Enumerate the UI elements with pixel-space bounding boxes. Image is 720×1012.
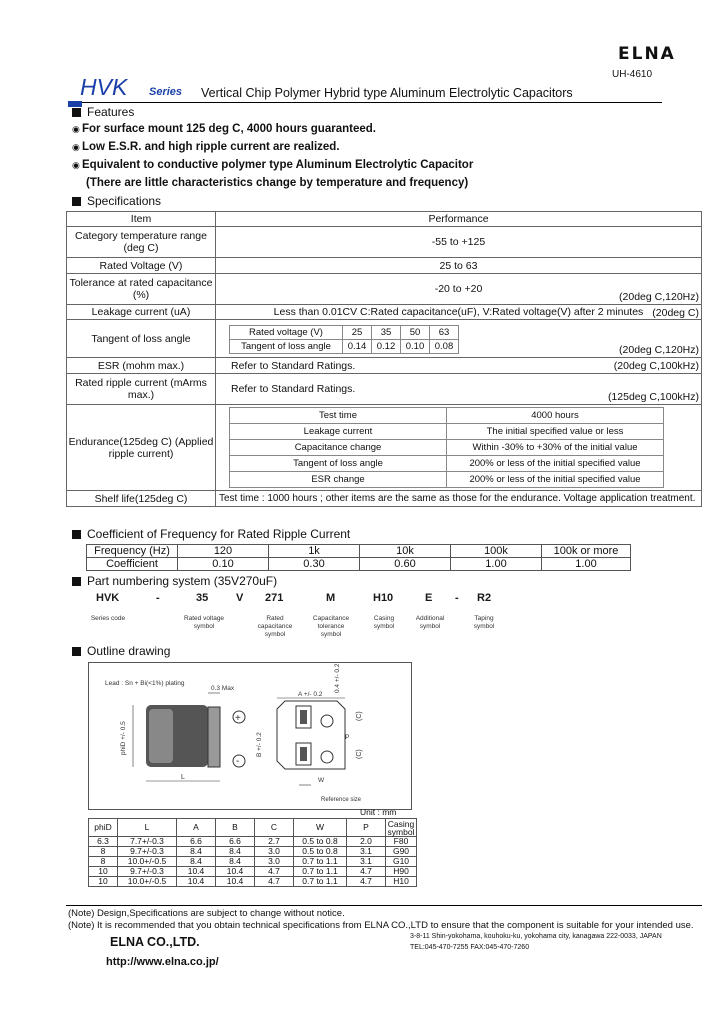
endurance-label: Tangent of loss angle (230, 456, 447, 472)
spec-value-ripple (216, 374, 702, 405)
part-label-casing: Casing symbol (373, 615, 395, 630)
dims-cell: 4.7 (255, 877, 294, 887)
esr-value: Refer to Standard Ratings. (231, 359, 356, 372)
tangent-voltage: 25 (343, 326, 372, 340)
spec-item-tolerance: Tolerance at rated capacitance (%) (67, 274, 216, 305)
dims-cell: H90 (386, 867, 417, 877)
endurance-label: Leakage current (230, 424, 447, 440)
part-label-tolerance: Capacitance tolerance symbol (312, 615, 350, 638)
part-code-v: V (236, 592, 244, 604)
series-name: HVK (80, 74, 128, 100)
part-label-series: Series code (90, 615, 126, 622)
minus-label: - (236, 756, 240, 767)
dims-cell: 10.4 (216, 867, 255, 877)
circle-bullet-icon: ◉ (72, 160, 80, 170)
circle-bullet-icon: ◉ (72, 124, 80, 134)
endurance-value: 200% or less of the initial specified value (447, 472, 664, 488)
dims-cell: 0.7 to 1.1 (294, 867, 347, 877)
dims-header: C (255, 819, 294, 837)
dims-header: phiD (89, 819, 118, 837)
col-performance-header: Performance (216, 212, 702, 227)
outline-heading: Outline drawing (72, 644, 170, 658)
frequency-value: 1k (269, 545, 360, 558)
dims-cell: F80 (386, 837, 417, 847)
tangent-value: 0.14 (343, 340, 372, 354)
footer-url[interactable]: http://www.elna.co.jp/ (106, 956, 219, 968)
dims-cell: 2.7 (255, 837, 294, 847)
dims-cell: G90 (386, 847, 417, 857)
spec-value-tangent (216, 320, 702, 358)
frequency-value: 100k or more (542, 545, 631, 558)
dims-header: B (216, 819, 255, 837)
capacitor-base (208, 707, 220, 767)
tolerance-value: -20 to +20 (434, 283, 483, 295)
p-label: P (345, 734, 350, 741)
unit-label: Unit : mm (360, 807, 397, 817)
tolerance-condition: (20deg C,120Hz) (619, 291, 699, 303)
part-code-casing: H10 (373, 592, 394, 604)
tangent-label: Tangent of loss angle (230, 340, 343, 354)
part-code-taping: R2 (477, 592, 492, 604)
minus-symbol-icon (321, 751, 333, 763)
coefficient-heading: Coefficient of Frequency for Rated Ripple Current (72, 527, 350, 541)
dims-cell: 9.7+/-0.3 (118, 867, 177, 877)
part-code-separator: - (156, 592, 160, 604)
plus-symbol-icon (321, 715, 333, 727)
square-bullet-icon (72, 108, 81, 117)
spec-value-rated-voltage: 25 to 63 (216, 258, 702, 274)
spec-item-shelf-life: Shelf life(125deg C) (67, 491, 216, 507)
dims-cell: 8.4 (216, 847, 255, 857)
tangent-rv-label: Rated voltage (V) (230, 326, 343, 340)
top-label: 0.4 +/- 0.2 (334, 663, 341, 693)
dims-cell: 6.3 (89, 837, 118, 847)
outline-drawing-frame (88, 662, 412, 810)
dims-header: A (177, 819, 216, 837)
part-numbering-heading: Part numbering system (35V270uF) (72, 574, 277, 588)
coefficient-value: 0.10 (178, 558, 269, 571)
part-label-voltage: Rated voltage symbol (183, 615, 225, 630)
dims-header: P (347, 819, 386, 837)
dims-cell: 0.5 to 0.8 (294, 847, 347, 857)
outline-drawing (89, 663, 411, 809)
spec-item-ripple: Rated ripple current (mArms max.) (67, 374, 216, 405)
notes-rule (66, 905, 702, 906)
document-number: UH-4610 (612, 69, 653, 80)
features-heading: Features (72, 105, 134, 119)
dims-cell: 8.4 (177, 857, 216, 867)
ripple-condition: (125deg C,100kHz) (607, 391, 699, 403)
ripple-value: Refer to Standard Ratings. (231, 383, 356, 395)
max-label: 0.3 Max (211, 685, 235, 692)
endurance-table (229, 407, 664, 488)
note-design: (Note) Design,Specifications are subject to change without notice. (68, 908, 345, 919)
coefficient-value: 1.00 (542, 558, 631, 571)
spec-value-temperature: -55 to +125 (216, 227, 702, 258)
part-label-taping: Taping symbol (473, 615, 495, 630)
footer-company: ELNA CO.,LTD. (110, 935, 200, 949)
dims-cell: 3.0 (255, 857, 294, 867)
spec-value-leakage (216, 305, 702, 320)
part-code-voltage: 35 (196, 592, 209, 604)
coefficient-value: 0.30 (269, 558, 360, 571)
endurance-label: Test time (230, 408, 447, 424)
dims-header: W (294, 819, 347, 837)
part-label-capacitance: Rated capacitance symbol (257, 615, 293, 638)
l-label: L (181, 774, 185, 781)
spec-item-tangent: Tangent of loss angle (67, 320, 216, 358)
square-bullet-icon (72, 647, 81, 656)
frequency-coefficient-table (86, 544, 631, 571)
col-item-header: Item (67, 212, 216, 227)
spec-item-esr: ESR (mohm max.) (67, 358, 216, 374)
dims-cell: 10.4 (177, 877, 216, 887)
dims-cell: 0.7 to 1.1 (294, 857, 347, 867)
series-word: Series (149, 86, 183, 98)
company-logo: ELNA (618, 44, 676, 64)
dims-cell: H10 (386, 877, 417, 887)
dims-cell: 3.0 (255, 847, 294, 857)
dims-cell: 3.1 (347, 857, 386, 867)
endurance-value: Within -30% to +30% of the initial value (447, 440, 664, 456)
plus-label: + (235, 713, 241, 724)
square-bullet-icon (72, 530, 81, 539)
dims-cell: 7.7+/-0.3 (118, 837, 177, 847)
dims-header: Casing symbol (386, 819, 417, 837)
footer-tel: TEL:045-470-7255 FAX:045-470-7260 (410, 944, 530, 951)
dims-cell: 6.6 (177, 837, 216, 847)
spec-item-leakage: Leakage current (uA) (67, 305, 216, 320)
dims-cell: 10 (89, 867, 118, 877)
square-bullet-icon (72, 197, 81, 206)
footer-address: 3-8-11 Shin-yokohama, kouhoku-ku, yokohama city, kanagawa 222-0033, JAPAN (410, 933, 662, 940)
spec-value-shelf-life: Test time : 1000 hours ; other items are the same as those for the endurance. Voltage application treatment. (216, 491, 702, 507)
dims-cell: 10 (89, 877, 118, 887)
tangent-value: 0.08 (430, 340, 459, 354)
tangent-value: 0.10 (401, 340, 430, 354)
endurance-label: ESR change (230, 472, 447, 488)
endurance-value: 4000 hours (447, 408, 664, 424)
spec-item-endurance: Endurance(125deg C) (Applied ripple current) (67, 405, 216, 491)
dims-cell: 6.6 (216, 837, 255, 847)
part-code-additional: E (425, 592, 433, 604)
dims-cell: 10.0+/-0.5 (118, 857, 177, 867)
part-code-series: HVK (96, 592, 120, 604)
specifications-table (66, 211, 702, 507)
dimensions-table (88, 818, 417, 887)
dims-cell: 10.4 (216, 877, 255, 887)
dims-cell: 8 (89, 847, 118, 857)
square-bullet-icon (72, 577, 81, 586)
dims-cell: 2.0 (347, 837, 386, 847)
a-label: A +/- 0.2 (298, 691, 323, 698)
leakage-condition: (20deg C) (652, 307, 699, 319)
lead-note: Lead : Sn + Bi(<1%) plating (105, 680, 185, 687)
frequency-value: 100k (451, 545, 542, 558)
part-code-tolerance: M (326, 592, 336, 604)
dims-cell: 0.7 to 1.1 (294, 877, 347, 887)
feature-item: ◉ For surface mount 125 deg C, 4000 hours guaranteed. (72, 123, 376, 135)
spec-item-temperature: Category temperature range (deg C) (67, 227, 216, 258)
dims-cell: 4.7 (347, 877, 386, 887)
endurance-value: The initial specified value or less (447, 424, 664, 440)
coefficient-value: 1.00 (451, 558, 542, 571)
phi-label: phiD +/- 0.5 (120, 721, 127, 755)
dims-cell: 0.5 to 0.8 (294, 837, 347, 847)
terminal-positive-fill (300, 710, 307, 724)
feature-note: (There are little characteristics change by temperature and frequency) (86, 177, 469, 189)
dims-header: L (118, 819, 177, 837)
frequency-value: 120 (178, 545, 269, 558)
tangent-voltage: 35 (372, 326, 401, 340)
page-title: Vertical Chip Polymer Hybrid type Aluminum Electrolytic Capacitors (201, 86, 573, 100)
tangent-table (229, 325, 459, 354)
reference-label: Reference size (321, 797, 362, 803)
c-label-bottom: (C) (356, 749, 363, 759)
dims-cell: G10 (386, 857, 417, 867)
dims-cell: 8.4 (177, 847, 216, 857)
specifications-heading: Specifications (72, 194, 161, 208)
frequency-label: Frequency (Hz) (87, 545, 178, 558)
circle-bullet-icon: ◉ (72, 142, 80, 152)
spec-value-esr (216, 358, 702, 374)
endurance-value: 200% or less of the initial specified value (447, 456, 664, 472)
coefficient-value: 0.60 (360, 558, 451, 571)
dims-cell: 10.4 (177, 867, 216, 877)
spec-value-tolerance (216, 274, 702, 305)
dims-cell: 8 (89, 857, 118, 867)
part-label-additional: Additional symbol (415, 615, 445, 630)
tangent-voltage: 50 (401, 326, 430, 340)
dims-cell: 8.4 (216, 857, 255, 867)
feature-item: ◉ Equivalent to conductive polymer type Aluminum Electrolytic Capacitor (72, 159, 474, 171)
capacitor-highlight (149, 709, 173, 763)
tangent-value: 0.12 (372, 340, 401, 354)
coefficient-label: Coefficient (87, 558, 178, 571)
note-recommendation: (Note) It is recommended that you obtain technical specifications from ELNA CO.,LTD to ensure that the component is suitable for your intended use. (68, 920, 694, 931)
b-label: B +/- 0.2 (256, 732, 263, 757)
dims-cell: 3.1 (347, 847, 386, 857)
esr-condition: (20deg C,100kHz) (613, 360, 699, 372)
frequency-value: 10k (360, 545, 451, 558)
w-label: W (318, 777, 325, 784)
c-label-top: (C) (356, 711, 363, 721)
spec-value-endurance (216, 405, 702, 491)
part-code-separator: - (455, 592, 459, 604)
terminal-negative-fill (300, 747, 307, 761)
tangent-condition: (20deg C,120Hz) (619, 344, 699, 356)
feature-item: ◉ Low E.S.R. and high ripple current are realized. (72, 141, 340, 153)
dims-cell: 10.0+/-0.5 (118, 877, 177, 887)
endurance-label: Capacitance change (230, 440, 447, 456)
spec-item-rated-voltage: Rated Voltage (V) (67, 258, 216, 274)
leakage-value: Less than 0.01CV C:Rated capacitance(uF), V:Rated voltage(V) after 2 minutes (273, 306, 644, 318)
part-code-capacitance: 271 (265, 592, 284, 604)
dims-cell: 4.7 (255, 867, 294, 877)
tangent-voltage: 63 (430, 326, 459, 340)
dims-cell: 4.7 (347, 867, 386, 877)
title-rule (82, 102, 662, 103)
dims-cell: 9.7+/-0.3 (118, 847, 177, 857)
